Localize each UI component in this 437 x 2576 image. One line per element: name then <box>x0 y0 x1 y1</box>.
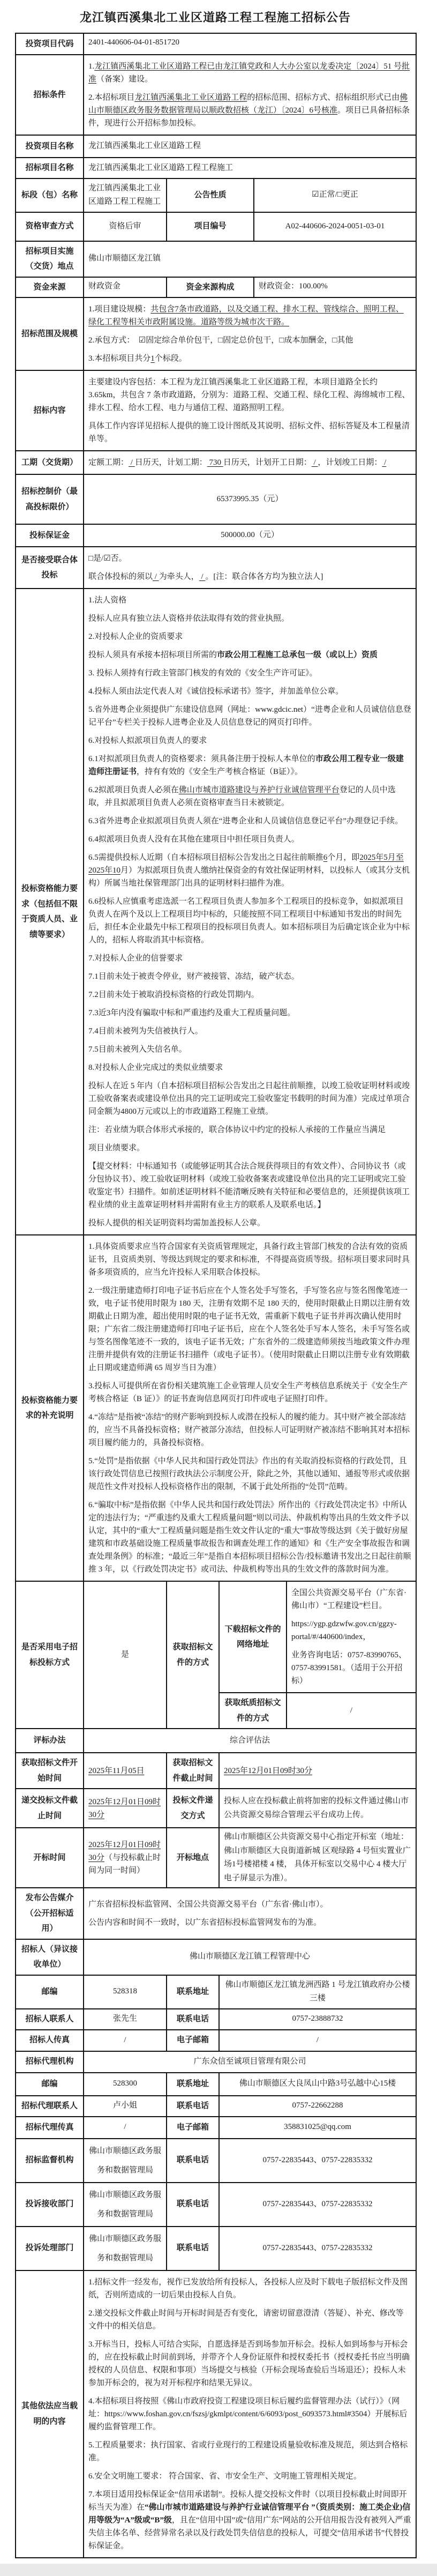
table-row <box>16 2139 416 2183</box>
table-row <box>16 55 416 135</box>
contact2-label: 招标代理联系人 <box>16 2096 84 2117</box>
address2-value: 佛山市顺德区大良凤山中路3号弘越中心15楼 <box>219 2073 416 2096</box>
contact1-value: 张先生 <box>84 2009 167 2030</box>
location-label: 招标项目实施（交货）地点 <box>16 241 84 277</box>
table-row <box>16 1828 416 1888</box>
table-row <box>16 589 416 1235</box>
submit-deadline-label: 递交投标文件截止时间 <box>16 1789 84 1828</box>
address1-value: 佛山市顺德区龙江镇龙洲西路 1 号龙江镇政府办公楼三楼 <box>219 1975 416 2009</box>
funds-value: 财政资金 <box>84 277 167 298</box>
table-row <box>16 2270 416 2558</box>
tender-name-label: 招标项目名称 <box>16 158 84 178</box>
complaint-handler-phone-value: 0757-22835443、0757-22835332 <box>219 2227 416 2270</box>
table-row <box>16 212 416 241</box>
supervisor-label: 招标监督机构 <box>16 2139 84 2183</box>
invest-code-value: 2401-440606-04-01-851720 <box>84 33 416 55</box>
table-row <box>16 1729 416 1753</box>
download-address-label: 下载招标文件的网络地址 <box>219 1581 287 1693</box>
evaluation-method-value: 综合评估法 <box>84 1729 416 1753</box>
table-row <box>16 2183 416 2227</box>
submit-method-value: 投标人应在投标截止前将加密的投标文件通过佛山市公共资源交易综合管理云平台成功上传。 <box>219 1789 416 1828</box>
scope-label: 招标范围及规模 <box>16 297 84 370</box>
section-name-label: 标段（包）名称 <box>16 178 84 212</box>
fax2-value: / <box>84 2117 167 2139</box>
table-row <box>16 33 416 55</box>
doc-start-time-label: 获取招标文件开始时间 <box>16 1753 84 1789</box>
consortium-text: □是/☑否。 联合体投标的须以 / 为牵头人， / 。[注：联合体各方均为独立法人] <box>84 547 416 589</box>
phone1-value: 0757-23888732 <box>219 2009 416 2030</box>
fax1-value: / <box>84 2030 167 2051</box>
phone1-label: 联系电话 <box>167 2009 219 2030</box>
doc-deadline-value: 2025年12月01日09时30分 <box>219 1753 416 1789</box>
qualification-method-label: 资格审查方式 <box>16 212 84 241</box>
control-price-label: 招标控制价（最高投标限价） <box>16 474 84 524</box>
supervisor-value: 佛山市顺德区政务服务和数据管理局 <box>84 2139 167 2183</box>
notice-nature-value: ☑正常/□更正 <box>254 178 416 212</box>
table-row <box>16 1753 416 1789</box>
submit-method-label: 投标文件递交方式 <box>167 1789 219 1828</box>
table-row <box>16 297 416 370</box>
notice-nature-label: 公告性质 <box>167 178 254 212</box>
opening-place-label: 开标地点 <box>167 1828 219 1888</box>
duration-text: 定额工期： / 日历天，计划工期： 730 日历天，计划开工日期： / ，计划竣工日期： / <box>84 451 416 474</box>
evaluation-method-label: 评标办法 <box>16 1729 84 1753</box>
table-row <box>16 370 416 451</box>
table-row <box>16 1939 416 1975</box>
table-row <box>16 178 416 212</box>
doc-deadline-label: 获取招标文件截止时间 <box>167 1753 219 1789</box>
table-row <box>16 1235 416 1581</box>
fax2-label: 招标代理传真 <box>16 2117 84 2139</box>
content-text: 主要建设内容包括：本工程为龙江镇西溪集北工业区道路工程，本项目道路全长约 3.65km，共包含 7 条市政道路，分别为：道路工程、交通工程、绿化工程、海绵城市工程、排水工程、给水工程、电力与通信工程、道路照明工程。 具体工作内容详见招标人提供的施工设计图纸及其说明、招标文件、招标答疑及本工程量清单等。 <box>84 370 416 451</box>
table-row <box>16 2030 416 2051</box>
qualification-requirements-label: 投标资格能力要求（包括但不限于资质人员、业绩等要求） <box>16 589 84 1235</box>
invest-name-value: 龙江镇西溪集北工业区道路工程 <box>84 135 416 158</box>
funds-label: 资金来源 <box>16 277 84 298</box>
address1-label: 联系地址 <box>167 1975 219 2009</box>
funds-composition-value: 财政资金：100.00% <box>254 277 416 298</box>
contact1-label: 招标人联系人 <box>16 2009 84 2030</box>
tenderer-value: 佛山市顺德区龙江镇工程管理中心 <box>84 1939 416 1975</box>
phone2-value: 0757-22662288 <box>219 2096 416 2117</box>
conditions-label: 招标条件 <box>16 55 84 135</box>
project-number-value: A02-440606-2024-0051-03-01 <box>254 212 416 241</box>
email1-label: 电子邮箱 <box>167 2030 219 2051</box>
project-number-label: 项目编号 <box>167 212 254 241</box>
phone2-label: 联系电话 <box>167 2096 219 2117</box>
funds-composition-label: 资金来源构成 <box>167 277 254 298</box>
qualification-method-value: 资格后审 <box>84 212 167 241</box>
complaint-receiver-label: 投诉接收部门 <box>16 2183 84 2227</box>
other-content-label: 其他依法应当载明的内容 <box>16 2270 84 2558</box>
opening-time-label: 开标时间 <box>16 1828 84 1888</box>
duration-label: 工期（交货期） <box>16 451 84 474</box>
other-content-text: 1.招标文件一经发布，视作已发放给所有投标人，各投标人应及时下载电子版招标文件及图纸，否则所造成的一切后果由投标人自负。 2.递交投标文件截止时间与开标时间是否有变化，请密切留意澄清（答疑）、补充、修改等文件中的相关信息。 3.开标当日，投标人可结合实际，自愿选择是否到场参加开标会。投标人如到场参与开标会的，应在投标截止时间前到场，并带齐个人身份证原件和授权委托书（授权委托书应当明确授权的人员信息、权限和事项）当场提交与核验（开标会现场查验后当场退还）；投标人未参加开标会的，视为对开标程序和结果无异议。 4.本招标项目将按照《佛山市政府投资工程建设项目标后履约监督管理办法（试行）》（网址：https://www.foshan.gov.cn/fszsj/gkmlpt/content/6/6093/post_6093573.html#3504）开展标后履约监督管理工作。 5.工程质量要求：执行国家、省或行业现行的工程建设质量验收标准及规范，须达到合格标准。 6.安全文明施工要求： 符合国家、省、市安全生产、文明施工管理相关规定。 7.本项目适用投标保证金“信用承诺制”。投标人提交投标文件时（以项目投标截止时间即开标当天为准）在“佛山市城市道路建设与养护行业诚信管理平台 ”（资质类别：施工类企业)信用等级为“A”级或“B”级，且在“信用中国”或“信用广东”网站的公开信用报告没有被列入严重失信主体名单、经营异常名录以及行政处罚失信信息的投标人，可提交“信用承诺书”代替投标保证金。 <box>84 2270 416 2558</box>
table-row <box>16 2051 416 2073</box>
table-row <box>16 158 416 178</box>
tender-announcement-table <box>15 33 417 2558</box>
table-row <box>16 451 416 474</box>
complaint-handler-phone-label: 联系电话 <box>167 2227 219 2270</box>
table-row <box>16 241 416 277</box>
supplement-text: 1.具体资质要求应当符合国家有关资质管理规定，具备行政主管部门核发的合法有效的资质证书，且资质类别、等级达到规定的要求和标准，不得提高资质等级。招标项目要求同时具备多项资质的，应当允许投标人采用联合体投标。 2.一级注册建造师打印电子证书后应在个人签名处手写签名，手写签名应与签名图像笔迹一致，电子证书使用时限为 180 天，注册有效期不足 180 天的，使用时限截止日期以注册有效期截止日期为准，超出使用时限的电子证书无效，需重新下载电子证书并再次确认使用时限；广东省二级注册建造师打印电子证书后，应在个人签名处手写本人签名，未手写签名或与签名图像笔迹不一致的，该电子证书无效；广东省外的二级建造师须按当地政策文件办理注册并提供有效的注册证书扫描件（或电子证书）。（使用时限截止日期以注册专业有效期截止日期或建造师满 65 周岁当日为准） 3.投标人可提供所在省份相关建筑施工企业管理人员安全生产考核信息系统关于《安全生产考核合格证（B 证）》的证书查询信息网页打印件或电子证照打印件。 4.“冻结”是指被“冻结”的财产影响到投标人或潜在投标人的履约能力。其中财产被全部冻结的，应当不具备投标资格；财产被部分冻结，但投标人可证明财产被冻结不影响其对本招标项目履约能力的，具备投标资格。 5.“处罚”是指依据《中华人民共和国行政处罚法》作出的有关取消投标资格的行政处罚，且该行政处罚信息已按照行政执法公示制度公开，除此之外，其他以通知、通报等形式或依据规范性文件对投标人投标资格作出的限制，不属于此处所指的“处罚”范畴。 6.“骗取中标”是指依据《中华人民共和国行政处罚法》所作出的《行政处罚决定书》中所认定的违法行为；“严重违约及重大工程质量问题”则以司法、仲裁机构等出具的生效文件予以认定，其中的“重大”工程质量问题是指生效文件认定的“重大”事故等级达到《关于做好房屋建筑和市政基础设施工程质量事故报告和调查处理工作的通知》和《生产安全事故报告和调查处理条例》的标准；“最近三年”是指自本招标项目招标公告/投标邀请书发出之日起往前顺推 3 年，以《行政处罚决定书》或司法、仲裁机构等出具的生效文件的落款时间为准。 <box>84 1235 416 1581</box>
media-label: 发布公告媒介（公开招标适用） <box>16 1888 84 1939</box>
page-title: 龙江镇西溪集北工业区道路工程工程施工招标公告 <box>79 11 351 24</box>
paper-documents-label: 获取纸质招标文件的方式 <box>219 1693 287 1729</box>
qualification-requirements-text: 1.法人资格 投标人应具有独立法人资格并依法取得有效的营业执照。 2.对投标人企业的资质要求 投标人须具有承接本招标项目所需的市政公用工程施工总承包一级（或以上）资质 3. 投标人须持有行政主管部门核发的有效的《安全生产许可证》。 4.投标人须由法定代表人对《诚信投标承诺书》签字，并加盖单位公章。 5.省外进粤企业须提供广东建设信息网（网址：www.gdcic.net）“进粤企业和人员诚信信息登记平台”专栏关于投标人进粤企业及人员信息登记的网页打印件。 6.对投标人拟派项目负责人的要求 6.1对拟派项目负责人的资格要求：须具备注册于投标人本单位的市政公用工程专业一级建造师注册证书，持有有效的《安全生产考核合格证（B证）》。 6.2拟派项目负责人必须在佛山市城市道路建设与养护行业诚信管理平台登记的人员中选取，并且拟派项目负责人必须在资格审查当日未被锁定。 6.3省外进粤企业拟派项目负责人须在“进粤企业和人员诚信信息登记平台”办理登记手续。 6.4拟派项目负责人没有在其他在建项目中担任项目负责人。 6.5需提供投标人近期（自本招标项目招标公告发出之日起往前顺推6个月，即2025年5月至2025年10月）为拟派项目负责人缴纳社保资金的有效社保证明材料，以投标人（或其分支机构）所属当地社保管理部门出具的证明材料扫描件为准。 6.6投标人应慎重考虑选派一名工程项目负责人参加多个工程项目的投标竞争，如拟派项目负责人在两个及以上工程项目均中标的，只能按照不同工程项目中标通知书发出的时间先后，担任本企业最先中标工程项目的投标项目负责人。如本招标项目为后确定该企业为中标人的，招标人将取消其中标资格。 7.对投标人企业的信誉要求 7.1目前未处于被责令停业，财产被接管、冻结，破产状态。 7.2目前未处于被取消投标资格的行政处罚期内。 7.3近3年内没有骗取中标和严重违约及重大工程质量问题。 7.4目前未被列为失信被执行人。 7.5目前未被列入失信名单。 8.对投标人企业完成过的类似业绩要求 投标人在近 5 年内（自本招标项目招标公告发出之日起往前顺推，以竣工验收证明材料或竣工验收备案表或建设单位出具的完工证明或完工验收鉴定书载明的时间为准）完成过单项合同金额为4800万元或以上的市政道路工程施工业绩。 注：若业绩为联合体形式承接的，联合体协议中约定的投标人承接的工作量应当满足 项目业绩要求。 【提交材料：中标通知书（或能够证明其合法合规获得项目的有效文件）、合同协议书（或分包协议书）、竣工验收证明材料（或竣工验收备案表或建设单位出具的完工证明或完工验收鉴定书）扫描件。如前述证明材料不能清晰反映有关特征和必要信息的，还须提供该项工程业绩的业主盖章证明材料并需附有业主方的联系人及联系电话。】 投标人提供的相关证明资料均需加盖投标人公章。 <box>84 589 416 1235</box>
table-row <box>16 474 416 524</box>
table-row <box>16 1789 416 1828</box>
tender-name-value: 龙江镇西溪集北工业区道路工程工程施工 <box>84 158 416 178</box>
content-label: 招标内容 <box>16 370 84 451</box>
table-row <box>16 2009 416 2030</box>
email1-value: / <box>219 2030 416 2051</box>
section-name-value: 龙江镇西溪集北工业区道路工程工程施工 <box>84 178 167 212</box>
complaint-receiver-phone-label: 联系电话 <box>167 2183 219 2227</box>
tenderer-label: 招标人（异议接收单位） <box>16 1939 84 1975</box>
table-row <box>16 2096 416 2117</box>
control-price-value: 65373995.35（元） <box>84 474 416 524</box>
invest-name-label: 投资项目名称 <box>16 135 84 158</box>
invest-code-label: 投资项目代码 <box>16 33 84 55</box>
obtain-documents-method-label: 获取招标文件的方式 <box>167 1581 219 1729</box>
paper-documents-value: / <box>287 1693 416 1729</box>
agency-label: 招标代理机构 <box>16 2051 84 2073</box>
complaint-receiver-value: 佛山市顺德区政务服务和数据管理局 <box>84 2183 167 2227</box>
complaint-handler-label: 投诉处理部门 <box>16 2227 84 2270</box>
table-row <box>16 135 416 158</box>
table-row <box>16 2117 416 2139</box>
electronic-bidding-value: 是 <box>84 1581 167 1729</box>
email2-label: 电子邮箱 <box>167 2117 219 2139</box>
postcode1-label: 邮编 <box>16 1975 84 2009</box>
submit-deadline-value: 2025年12月01日09时30分 <box>84 1789 167 1828</box>
scope-text: 1.项目建设规模：共包含7条市政道路，以及交通工程、排水工程、管线综合、照明工程、绿化工程等相关市政附属设施。道路等级为城市次干路。 2.承包方式： ☑固定综合单价包干，□固定总价包干，□成本加酬金，□其他 3.本招标项目共分1个标段。 <box>84 297 416 370</box>
page-bottom-strip <box>0 2564 437 2576</box>
electronic-bidding-label: 是否采用电子招标投标方式 <box>16 1581 84 1729</box>
table-row <box>16 277 416 298</box>
table-row <box>16 2073 416 2096</box>
fax1-label: 招标人传真 <box>16 2030 84 2051</box>
download-address-value: 全国公共资源交易平台（广东省·佛山市）“工程建设”栏目。 https://ygp.gdzwfw.gov.cn/ggzy-portal/#/440600/index， 业务咨询电话：0757-83990765、0757-83991581。（适用于公开招标） <box>287 1581 416 1693</box>
bid-bond-label: 投标保证金 <box>16 524 84 547</box>
table-row <box>16 1975 416 2009</box>
supervisor-phone-label: 联系电话 <box>167 2139 219 2183</box>
address2-label: 联系地址 <box>167 2073 219 2096</box>
complaint-handler-value: 佛山市顺德区政务服务和数据管理局 <box>84 2227 167 2270</box>
supplement-label: 投标资格能力要求的补充说明 <box>16 1235 84 1581</box>
agency-value: 广东众信至诚项目管理有限公司 <box>84 2051 416 2073</box>
table-row <box>16 547 416 589</box>
contact2-value: 卢小姐 <box>84 2096 167 2117</box>
media-text: 广东省招标投标监管网、全国公共资源交易平台（广东省·佛山市）。 公告内容和时间不一致时，以广东省招标投标监管网发布的为准。 <box>84 1888 416 1939</box>
complaint-receiver-phone-value: 0757-22835443、0757-22835332 <box>219 2183 416 2227</box>
email2-value: 358831025@qq.com <box>219 2117 416 2139</box>
location-value: 佛山市顺德区龙江镇 <box>84 241 416 277</box>
consortium-label: 是否接受联合体投标 <box>16 547 84 589</box>
opening-place-value: 佛山市顺德区公共资源交易中心指定开标室（地址：佛山市顺德区大良街道新城 区观绿路 4 号恒实置业广场1号楼裙楼 4 楼， 具体开标室以交易中心 4 楼大厅电子屏显示为准）。 <box>219 1828 416 1888</box>
supervisor-phone-value: 0757-22835443、0757-22835332 <box>219 2139 416 2183</box>
table-row <box>16 2227 416 2270</box>
doc-start-time-value: 2025年11月05日 <box>84 1753 167 1789</box>
table-row <box>16 1581 416 1693</box>
bid-bond-value: 500000.00（元） <box>84 524 416 547</box>
table-row <box>16 1888 416 1939</box>
table-row <box>16 524 416 547</box>
conditions-text: 1.龙江镇西溪集北工业区道路工程已由龙江镇党政和人大办公室以龙委决定〔2024〕51 号批准（备案）建设。 2.本招标项目龙江镇西溪集北工业区道路工程的招标范围、招标方式、招标组织形式已由佛山市顺德区政务服务数据管理局以顺政数招核（龙江）〔2024〕6号核准。项目已具备招标条件，现进行公开招标参加投标。 <box>84 55 416 135</box>
postcode2-value: 528300 <box>84 2073 167 2096</box>
postcode2-label: 邮编 <box>16 2073 84 2096</box>
postcode1-value: 528318 <box>84 1975 167 2009</box>
opening-time-value: 2025年12月01日09时30分（与投标截止时间为同一时间） <box>84 1828 167 1888</box>
